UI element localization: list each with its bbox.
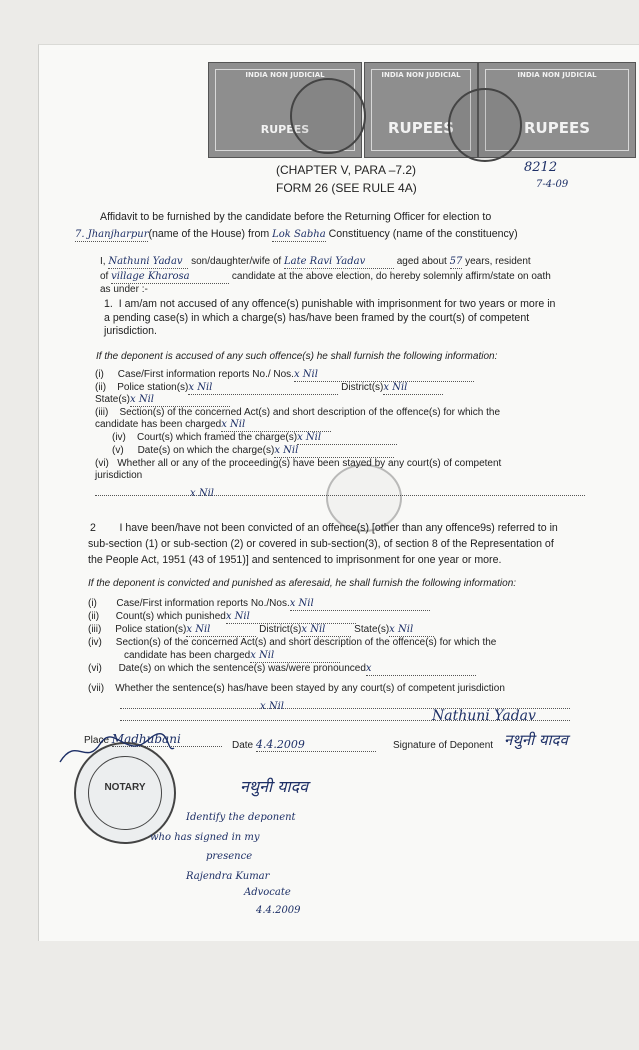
para2-line-1: 2 I have been/have not been convicted of an offence(s) [other than any offence9s) referred to in — [90, 522, 558, 534]
deponent-name-fill: Nathuni Yadav — [108, 255, 188, 269]
seat-fill: 7. Jhanjharpur — [75, 229, 149, 240]
ref-date: 7-4-09 — [536, 179, 569, 190]
p1-item-ii: (ii) Police station(s)x Nil District(s)x Nil — [95, 381, 443, 395]
p2-vii-line: x Nil — [120, 696, 570, 709]
identification-line-6: 4.4.2009 — [256, 905, 301, 916]
house-fill: Lok Sabha — [272, 229, 326, 240]
date-field: Date 4.4.2009 — [232, 738, 376, 752]
para1-condition: If the deponent is accused of any such offence(s) he shall furnish the following information: — [96, 351, 498, 362]
identification-line-5: Advocate — [244, 887, 291, 898]
place-field: Place Madhubani — [84, 733, 222, 747]
p1-item-iii-cont: candidate has been chargedx Nil — [95, 418, 331, 432]
p1-item-iv: (iv) Court(s) which framed the charge(s)x Nil — [112, 431, 397, 445]
chapter-heading: (CHAPTER V, PARA –7.2) — [276, 163, 417, 177]
p2-item-vi: (vi) Date(s) on which the sentence(s) was/were pronouncedx — [88, 662, 476, 676]
form-heading: FORM 26 (SEE RULE 4A) — [276, 181, 417, 195]
p2-item-i: (i) Case/First information reports No./Nos.x Nil — [88, 597, 430, 611]
deponent-line-2: of village Kharosa candidate at the above election, do hereby solemnly affirm/state on oath — [100, 271, 551, 282]
p1-item-i: (i) Case/First information reports No./ Nos.x Nil — [95, 368, 474, 382]
para1-line-1: 1. I am/am not accused of any offence(s) punishable with imprisonment for two years or more in — [104, 298, 556, 310]
stamp-paper-3: INDIA NON JUDICIAL RUPEES — [478, 62, 636, 158]
para1-line-3: jurisdiction. — [104, 325, 157, 337]
identification-line-3: presence — [206, 851, 253, 862]
notary-seal-stamp-1 — [290, 78, 366, 154]
identification-line-2: who has signed in my — [150, 832, 260, 843]
para2-condition: If the deponent is convicted and punished as aferesaid, he shall furnish the following information: — [88, 578, 517, 589]
p1-item-v: (v) Date(s) on which the charge(s)x Nil — [112, 444, 394, 458]
village-fill: village Kharosa — [111, 270, 229, 284]
p1-vi-line: x Nil — [95, 483, 585, 496]
p2-item-iv: (iv) Section(s) of the concerned Act(s) and short description of the offence(s) for which the — [88, 637, 497, 648]
intro-line-1: Affidavit to be furnished by the candidate before the Returning Officer for election to — [100, 211, 492, 223]
father-name-fill: Late Ravi Yadav — [284, 255, 394, 269]
hindi-signature: नथुनी यादव — [240, 777, 309, 796]
identification-line-1: Identify the deponent — [186, 812, 296, 823]
age-fill: 57 — [449, 256, 463, 267]
signature-hindi: नथुनी यादव — [504, 731, 568, 749]
p1-item-iii: (iii) Section(s) of the concerned Act(s) and short description of the offence(s) for which the — [95, 407, 501, 418]
notary-signature-scribble — [56, 732, 176, 772]
para2-line-3: the People Act, 1951 (43 of 1951)] and sentenced to imprisonment for one year or more. — [88, 554, 502, 566]
p2-item-ii: (ii) Count(s) which punishedx Nil — [88, 610, 356, 624]
signature-label: Signature of Deponent — [393, 740, 494, 751]
as-under: as under :- — [100, 284, 148, 295]
para1-line-2: a pending case(s) in which a charge(s) has/have been framed by the court(s) of competent — [104, 312, 530, 324]
p1-item-state: State(s)x Nil — [95, 393, 230, 407]
p1-item-vi-cont: jurisdiction — [95, 470, 143, 481]
signature-english: Nathuni Yadav — [432, 708, 536, 724]
notary-seal-stamp-2 — [448, 88, 522, 162]
identification-line-4: Rajendra Kumar — [186, 871, 270, 882]
p2-item-iv-cont: candidate has been chargedx Nil — [124, 649, 340, 663]
stamp-paper-1: INDIA NON JUDICIAL RUPEES — [208, 62, 362, 158]
p1-item-vi: (vi) Whether all or any of the proceeding(s) have been stayed by any court(s) of competent — [95, 458, 502, 469]
deponent-line-1: I, Nathuni Yadav son/daughter/wife of Late Ravi Yadav aged about 57 years, resident — [100, 256, 531, 267]
ref-number: 8212 — [524, 160, 558, 175]
stamp-paper-2: INDIA NON JUDICIAL RUPEES — [364, 62, 478, 158]
notary-seal-label: NOTARY — [104, 782, 146, 793]
p2-item-iii: (iii) Police station(s)x Nil District(s)x Nil State(s)x Nil — [88, 623, 434, 637]
intro-line-2: 7. Jhanjharpur(name of the House) from Lok Sabha Constituency (name of the constituency) — [75, 228, 518, 240]
p2-item-vii: (vii) Whether the sentence(s) has/have been stayed by any court(s) of competent jurisdiction — [88, 683, 505, 694]
para2-line-2: sub-section (1) or sub-section (2) or covered in sub-section(3), of section 8 of the Representation of — [88, 538, 554, 550]
